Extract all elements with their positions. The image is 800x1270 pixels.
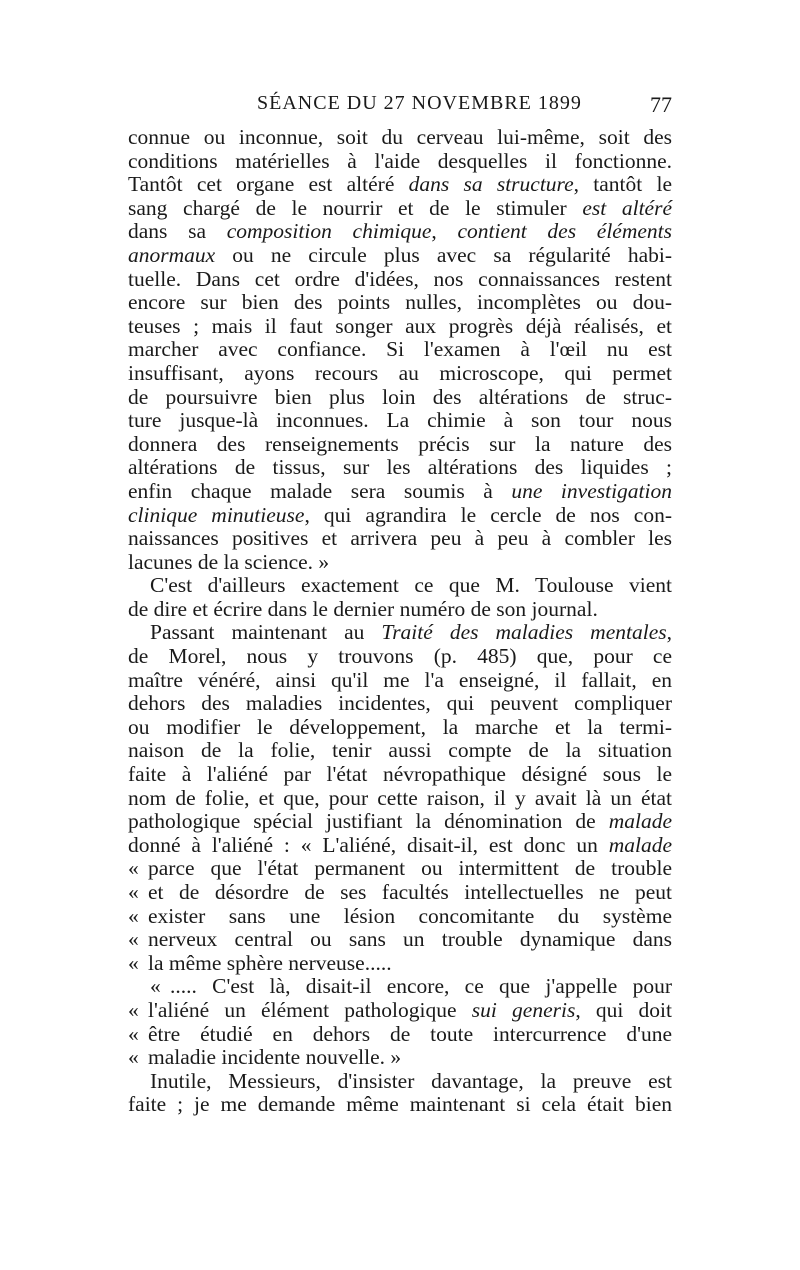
italic-phrase: dans sa structure — [408, 172, 574, 197]
text-line: donnera des renseignements précis sur la nature des — [128, 431, 672, 456]
italic-phrase: clinique minutieuse — [128, 502, 305, 527]
page-header — [128, 88, 672, 126]
text-line: insuffisant, ayons recours au microscope, qui permet — [128, 360, 672, 385]
italic-phrase: Traité des maladies mentales — [381, 620, 667, 645]
text-line: altérations de tissus, sur les altérations des liquides ; — [128, 455, 672, 480]
text-line: de poursuivre bien plus loin des altérations de struc- — [128, 384, 672, 409]
running-head: SÉANCE DU 27 NOVEMBRE 1899 — [257, 92, 582, 114]
text-line: marcher avec confiance. Si l'examen à l'œil nu est — [128, 337, 672, 362]
guillemet: « — [128, 1045, 139, 1070]
italic-phrase: malade — [608, 809, 672, 834]
body-text — [128, 126, 672, 1117]
guillemet: « — [150, 974, 161, 999]
text-line: de Morel, nous y trouvons (p. 485) que, pour ce — [128, 644, 672, 669]
text-line: de dire et écrire dans le dernier numéro de son journal. — [128, 596, 598, 621]
text-line: encore sur bien des points nulles, incomplètes ou dou- — [128, 290, 672, 315]
text-line: tuelle. Dans cet ordre d'idées, nos connaissances restent — [128, 266, 672, 291]
italic-phrase: contient des éléments — [457, 219, 672, 244]
text-line: anormaux ou ne circule plus avec sa régularité habi- — [128, 242, 672, 267]
text-line: naison de la folie, tenir aussi compte de la situation — [128, 738, 672, 763]
guillemet: « — [128, 903, 139, 928]
guillemet: « — [128, 1021, 139, 1046]
quote-line: « la même sphère nerveuse..... — [128, 950, 392, 975]
italic-phrase: est altéré — [582, 195, 672, 220]
quote-line: « l'aliéné un élément pathologique sui generis, qui doit — [128, 997, 673, 1022]
italic-phrase: malade — [608, 832, 672, 857]
quote-line: « ..... C'est là, disait-il encore, ce que j'appelle pour — [150, 974, 672, 999]
guillemet: « — [128, 927, 139, 952]
guillemet: « — [128, 950, 139, 975]
italic-phrase: sui generis — [471, 997, 576, 1022]
text-line: dehors des maladies incidentes, qui peuvent compliquer — [128, 691, 672, 716]
text-line: C'est d'ailleurs exactement ce que M. Toulouse vient — [150, 573, 672, 598]
text-line: donné à l'aliéné : « L'aliéné, disait-il, est donc un malade — [128, 832, 672, 857]
text-line: nom de folie, et que, pour cette raison, il y avait là un état — [128, 785, 672, 810]
book-page — [128, 88, 672, 1117]
text-line: maître vénéré, ainsi qu'il me l'a enseigné, il fallait, en — [128, 667, 672, 692]
guillemet: « — [128, 997, 139, 1022]
text-line: clinique minutieuse, qui agrandira le cercle de nos con- — [128, 502, 673, 527]
text-line: faite à l'aliéné par l'état névropathique désigné sous le — [128, 762, 672, 787]
quote-line: « exister sans une lésion concomitante du système — [128, 903, 672, 928]
text-line: naissances positives et arrivera peu à peu à combler les — [128, 526, 672, 551]
quote-line: « et de désordre de ses facultés intellectuelles ne peut — [128, 880, 672, 904]
italic-phrase: composition chimique — [226, 219, 432, 244]
text-line: conditions matérielles à l'aide desquelles il fonctionne. — [128, 148, 672, 173]
text-line: pathologique spécial justifiant la dénomination de malade — [128, 809, 672, 834]
quote-line: « maladie incidente nouvelle. » — [128, 1045, 402, 1070]
text-line: faite ; je me demande même maintenant si cela était bien — [128, 1092, 672, 1117]
page-number: 77 — [650, 92, 672, 117]
text-line: lacunes de la science. » — [128, 549, 330, 574]
text-line: teuses ; mais il faut songer aux progrès déjà réalisés, et — [128, 313, 672, 338]
text-line: ture jusque-là inconnues. La chimie à son tour nous — [128, 408, 672, 433]
text-line: enfin chaque malade sera soumis à une investigation — [128, 478, 672, 503]
text-line: connue ou inconnue, soit du cerveau lui-même, soit des — [128, 125, 672, 149]
text-line: dans sa composition chimique, contient des éléments — [128, 219, 672, 244]
text-line: Inutile, Messieurs, d'insister davantage, la preuve est — [150, 1068, 672, 1093]
quote-line: « parce que l'état permanent ou intermittent de trouble — [128, 856, 672, 881]
guillemet: « — [128, 856, 139, 881]
italic-phrase: une investigation — [511, 478, 672, 503]
text-line: ou modifier le développement, la marche et la termi- — [128, 714, 672, 739]
quote-line: « nerveux central ou sans un trouble dynamique dans — [128, 927, 672, 952]
text-line: Tantôt cet organe est altéré dans sa structure, tantôt le — [128, 172, 673, 197]
guillemet: « — [128, 880, 139, 904]
italic-phrase: anormaux — [128, 242, 216, 267]
text-line: sang chargé de le nourrir et de le stimuler est altéré — [128, 195, 672, 220]
quote-line: « être étudié en dehors de toute intercurrence d'une — [128, 1021, 672, 1046]
text-line: Passant maintenant au Traité des maladies mentales, — [150, 620, 672, 645]
